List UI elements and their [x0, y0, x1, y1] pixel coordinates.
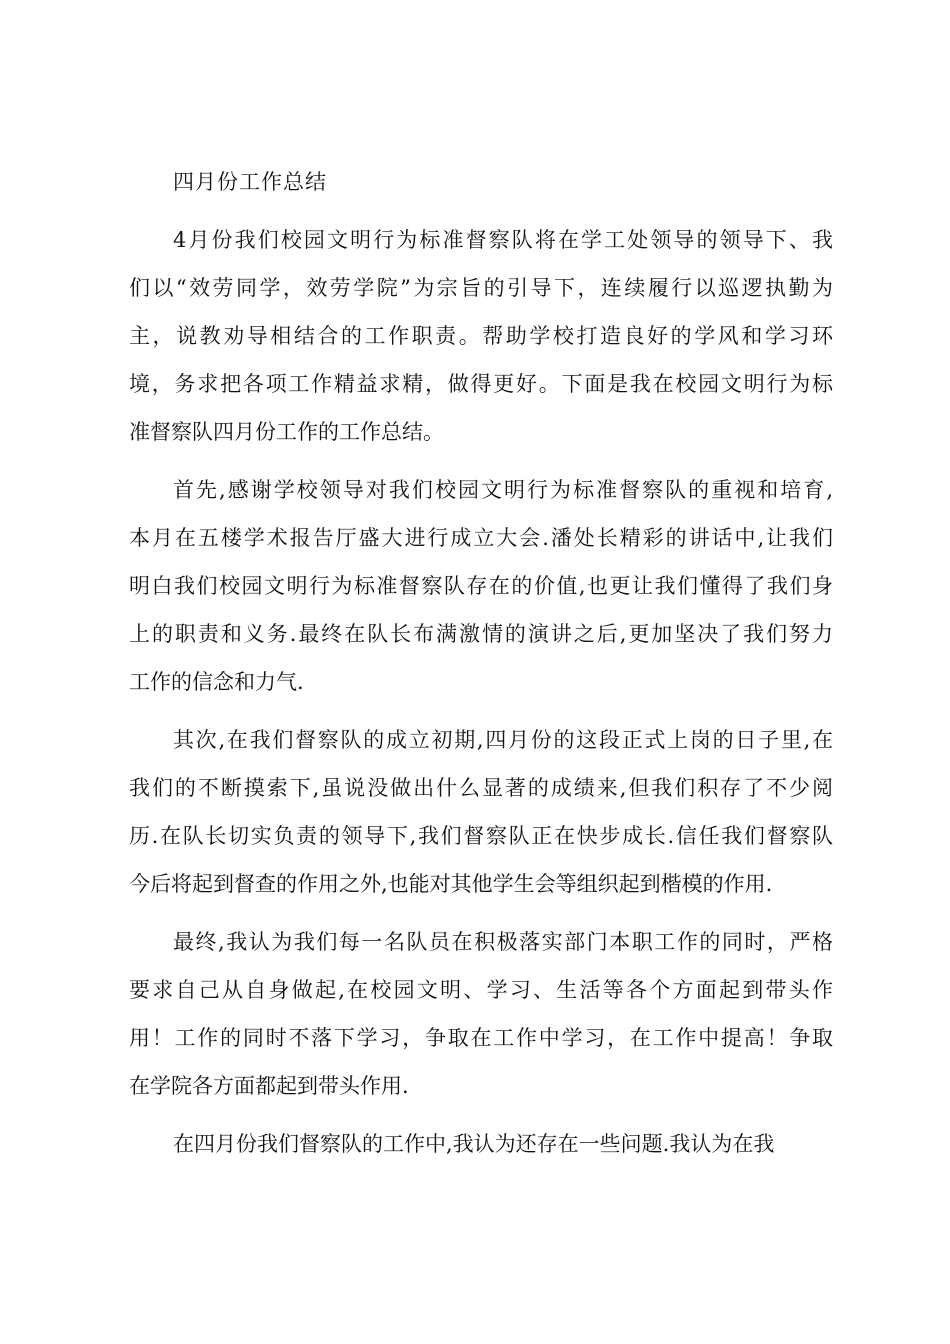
paragraph-line: 用！工作的同时不落下学习，争取在工作中学习，在工作中提高！争取 — [129, 1026, 833, 1050]
paragraph-line: 今后将起到督查的作用之外,也能对其他学生会等组织起到楷模的作用. — [129, 872, 773, 896]
paragraph-line: 历.在队长切实负责的领导下,我们督察队正在快步成长.信任我们督察队 — [129, 824, 833, 848]
paragraph-line: 境，务求把各项工作精益求精，做得更好。下面是我在校园文明行为标 — [129, 372, 833, 396]
paragraph-4 — [129, 918, 833, 1110]
paragraph-line: 明白我们校园文明行为标准督察队存在的价值,也更让我们懂得了我们身 — [129, 574, 833, 598]
paragraph-line: 工作的信念和力气. — [129, 670, 304, 694]
paragraph-line: 在四月份我们督察队的工作中,我认为还存在一些问题.我认为在我 — [173, 1132, 775, 1156]
paragraph-line: 上的职责和义务.最终在队长布满激情的演讲之后,更加坚决了我们努力 — [129, 622, 833, 646]
paragraph-1 — [129, 216, 833, 456]
paragraph-5 — [129, 1120, 833, 1168]
paragraph-line: 主，说教劝导相结合的工作职责。帮助学校打造良好的学风和学习环 — [129, 324, 833, 348]
paragraph-2 — [129, 466, 833, 706]
paragraph-line: 要求自己从自身做起,在校园文明、学习、生活等各个方面起到带头作 — [129, 978, 833, 1002]
paragraph-line: 们以“效劳同学，效劳学院”为宗旨的引导下，连续履行以巡逻执勤为 — [129, 276, 833, 300]
paragraph-line: 我们的不断摸索下,虽说没做出什么显著的成绩来,但我们积存了不少阅 — [129, 776, 833, 800]
paragraph-line: 首先,感谢学校领导对我们校园文明行为标准督察队的重视和培育, — [173, 478, 833, 502]
paragraph-line: 4月份我们校园文明行为标准督察队将在学工处领导的领导下、我 — [173, 228, 833, 252]
paragraph-line: 准督察队四月份工作的工作总结。 — [129, 420, 444, 444]
paragraph-line: 本月在五楼学术报告厅盛大进行成立大会.潘处长精彩的讲话中,让我们 — [129, 526, 833, 550]
paragraph-line: 在学院各方面都起到带头作用. — [129, 1074, 409, 1098]
paragraph-line: 最终,我认为我们每一名队员在积极落实部门本职工作的同时，严格 — [173, 930, 833, 954]
paragraph-3 — [129, 716, 833, 908]
document-title: 四月份工作总结 — [173, 170, 327, 194]
paragraph-line: 其次,在我们督察队的成立初期,四月份的这段正式上岗的日子里,在 — [173, 728, 833, 752]
document-body — [129, 162, 833, 1168]
